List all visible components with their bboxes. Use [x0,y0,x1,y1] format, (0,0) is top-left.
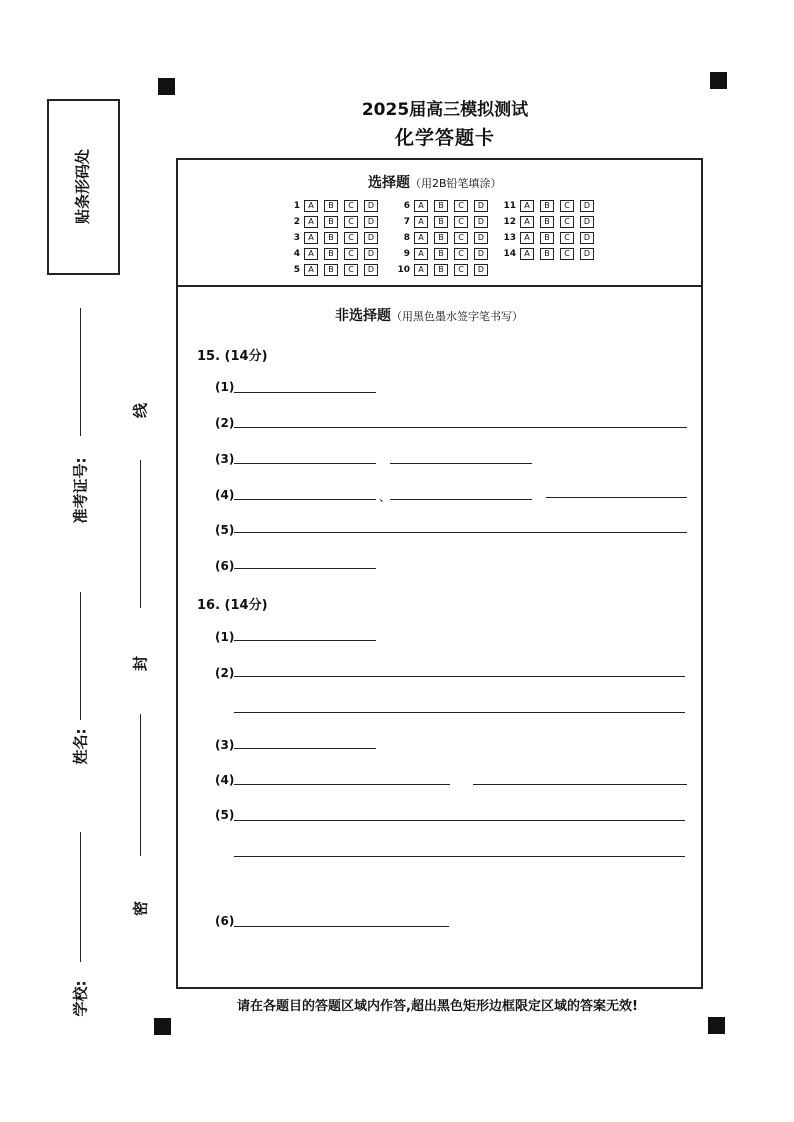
choice-row-9 [394,247,494,261]
question-number: 12 [503,217,516,227]
q16-answer-3[interactable] [234,748,376,749]
name-label: 姓名: [71,728,90,765]
bubble-b[interactable]: B [434,232,448,244]
bubble-b[interactable]: B [434,248,448,260]
choice-row-10 [394,263,494,277]
q15-answer-1[interactable] [234,392,376,393]
bubble-a[interactable]: A [414,200,428,212]
bubble-a[interactable]: A [304,264,318,276]
question-number: 4 [293,249,300,259]
q15-separator: 、 [379,490,392,504]
bubble-c[interactable]: C [454,216,468,228]
bubble-b[interactable]: B [540,232,554,244]
section-divider [176,285,703,287]
seal-line-segment-1 [140,460,141,608]
question-number: 9 [403,249,410,259]
q16-label-5: (5) [215,808,235,822]
q15-answer-3a[interactable] [234,463,376,464]
corner-mark-top-right [710,72,727,89]
q15-label-4: (4) [215,488,235,502]
question-number: 14 [503,249,516,259]
bubble-b[interactable]: B [324,232,338,244]
bubble-c[interactable]: C [560,216,574,228]
choice-row-1 [284,199,384,213]
bubble-d[interactable]: D [364,264,378,276]
q16-answer-4a[interactable] [234,784,450,785]
choice-row-8 [394,231,494,245]
admission-label: 准考证号: [71,457,90,524]
corner-mark-bottom-left [154,1018,171,1035]
seal-char-feng: 封 [131,656,150,672]
choice-section-note: （用2B铅笔填涂） [410,177,502,190]
bubble-a[interactable]: A [520,248,534,260]
bubble-c[interactable]: C [454,232,468,244]
bubble-a[interactable]: A [304,216,318,228]
q16-label-1: (1) [215,630,235,644]
q16-answer-5a[interactable] [234,820,685,821]
seal-char-xian: 线 [131,403,150,419]
q16-label-6: (6) [215,914,235,928]
q16-answer-5b[interactable] [234,856,685,857]
q15-answer-2[interactable] [234,427,687,428]
question-number: 6 [403,201,410,211]
q16-answer-6[interactable] [234,926,449,927]
q16-label-3: (3) [215,738,235,752]
question-number: 10 [397,265,410,275]
open-section-note: （用黑色墨水签字笔书写） [391,310,523,323]
bubble-a[interactable]: A [520,232,534,244]
question-number: 1 [293,201,300,211]
choice-row-7 [394,215,494,229]
choice-row-2 [284,215,384,229]
choice-row-12 [500,215,600,229]
page-subtitle: 化学答题卡 [394,127,495,149]
bubble-b[interactable]: B [434,200,448,212]
bubble-b[interactable]: B [540,200,554,212]
choice-row-4 [284,247,384,261]
choice-row-3 [284,231,384,245]
q16-answer-1[interactable] [234,640,376,641]
choice-row-14 [500,247,600,261]
q15-answer-6[interactable] [234,568,376,569]
q15-label-2: (2) [215,416,235,430]
bubble-d[interactable]: D [474,216,488,228]
question-number: 13 [503,233,516,243]
q15-answer-5[interactable] [234,532,687,533]
bubble-d[interactable]: D [474,264,488,276]
question-number: 2 [293,217,300,227]
answer-frame [176,158,703,989]
choice-row-11 [500,199,600,213]
bubble-d[interactable]: D [364,216,378,228]
bubble-c[interactable]: C [454,248,468,260]
q15-label-5: (5) [215,523,235,537]
choice-grid [284,199,604,279]
seal-char-mi: 密 [131,901,150,917]
open-section-title: 非选择题 [335,308,391,324]
q15-label-6: (6) [215,559,235,573]
choice-section-heading [368,172,502,192]
bubble-a[interactable]: A [414,232,428,244]
question-number: 3 [293,233,300,243]
bubble-d[interactable]: D [580,248,594,260]
bubble-a[interactable]: A [520,216,534,228]
bubble-b[interactable]: B [540,216,554,228]
open-section-heading [335,305,523,325]
bubble-b[interactable]: B [324,264,338,276]
q16-label-2: (2) [215,666,235,680]
bubble-c[interactable]: C [344,264,358,276]
q16-label-4: (4) [215,773,235,787]
bubble-c[interactable]: C [560,248,574,260]
q15-label-3: (3) [215,452,235,466]
bubble-c[interactable]: C [344,200,358,212]
barcode-label: 贴条形码处 [73,149,92,225]
q15-answer-4c[interactable] [546,497,687,498]
bubble-c[interactable]: C [454,200,468,212]
q16-answer-4b[interactable] [473,784,687,785]
question-number: 11 [503,201,516,211]
corner-mark-bottom-right [708,1017,725,1034]
bubble-d[interactable]: D [474,200,488,212]
bubble-d[interactable]: D [474,232,488,244]
bubble-b[interactable]: B [434,216,448,228]
bubble-b[interactable]: B [540,248,554,260]
q15-label-1: (1) [215,380,235,394]
bubble-d[interactable]: D [364,200,378,212]
bubble-c[interactable]: C [344,216,358,228]
bubble-d[interactable]: D [474,248,488,260]
bubble-d[interactable]: D [364,248,378,260]
bubble-a[interactable]: A [520,200,534,212]
bubble-a[interactable]: A [414,264,428,276]
school-label: 学校: [71,980,90,1017]
bubble-c[interactable]: C [454,264,468,276]
bubble-c[interactable]: C [560,200,574,212]
bubble-a[interactable]: A [414,248,428,260]
page-title: 2025届高三模拟测试 [361,100,529,120]
question-15-heading: 15. (14分) [197,349,268,364]
choice-section-title: 选择题 [368,175,410,191]
choice-row-5 [284,263,384,277]
seal-line-segment-2 [140,714,141,856]
bubble-c[interactable]: C [560,232,574,244]
name-line[interactable] [80,592,81,720]
bubble-b[interactable]: B [324,248,338,260]
question-number: 8 [403,233,410,243]
bubble-a[interactable]: A [414,216,428,228]
q15-answer-4b[interactable] [390,499,532,500]
bubble-c[interactable]: C [344,248,358,260]
bubble-c[interactable]: C [344,232,358,244]
q16-answer-2a[interactable] [234,676,685,677]
question-number: 5 [293,265,300,275]
q15-answer-4a[interactable] [234,499,376,500]
school-line[interactable] [80,832,81,962]
bubble-b[interactable]: B [434,264,448,276]
q16-answer-2b[interactable] [234,712,685,713]
corner-mark-top-left [158,78,175,95]
bubble-d[interactable]: D [580,232,594,244]
question-number: 7 [403,217,410,227]
choice-row-13 [500,231,600,245]
footer-notice: 请在各题目的答题区域内作答,超出黑色矩形边框限定区域的答案无效! [237,999,638,1014]
admission-line[interactable] [80,308,81,436]
question-16-heading: 16. (14分) [197,598,268,613]
q15-answer-3b[interactable] [390,463,532,464]
bubble-d[interactable]: D [580,200,594,212]
bubble-a[interactable]: A [304,248,318,260]
bubble-a[interactable]: A [304,232,318,244]
choice-row-6 [394,199,494,213]
bubble-a[interactable]: A [304,200,318,212]
bubble-b[interactable]: B [324,200,338,212]
bubble-b[interactable]: B [324,216,338,228]
bubble-d[interactable]: D [364,232,378,244]
bubble-d[interactable]: D [580,216,594,228]
